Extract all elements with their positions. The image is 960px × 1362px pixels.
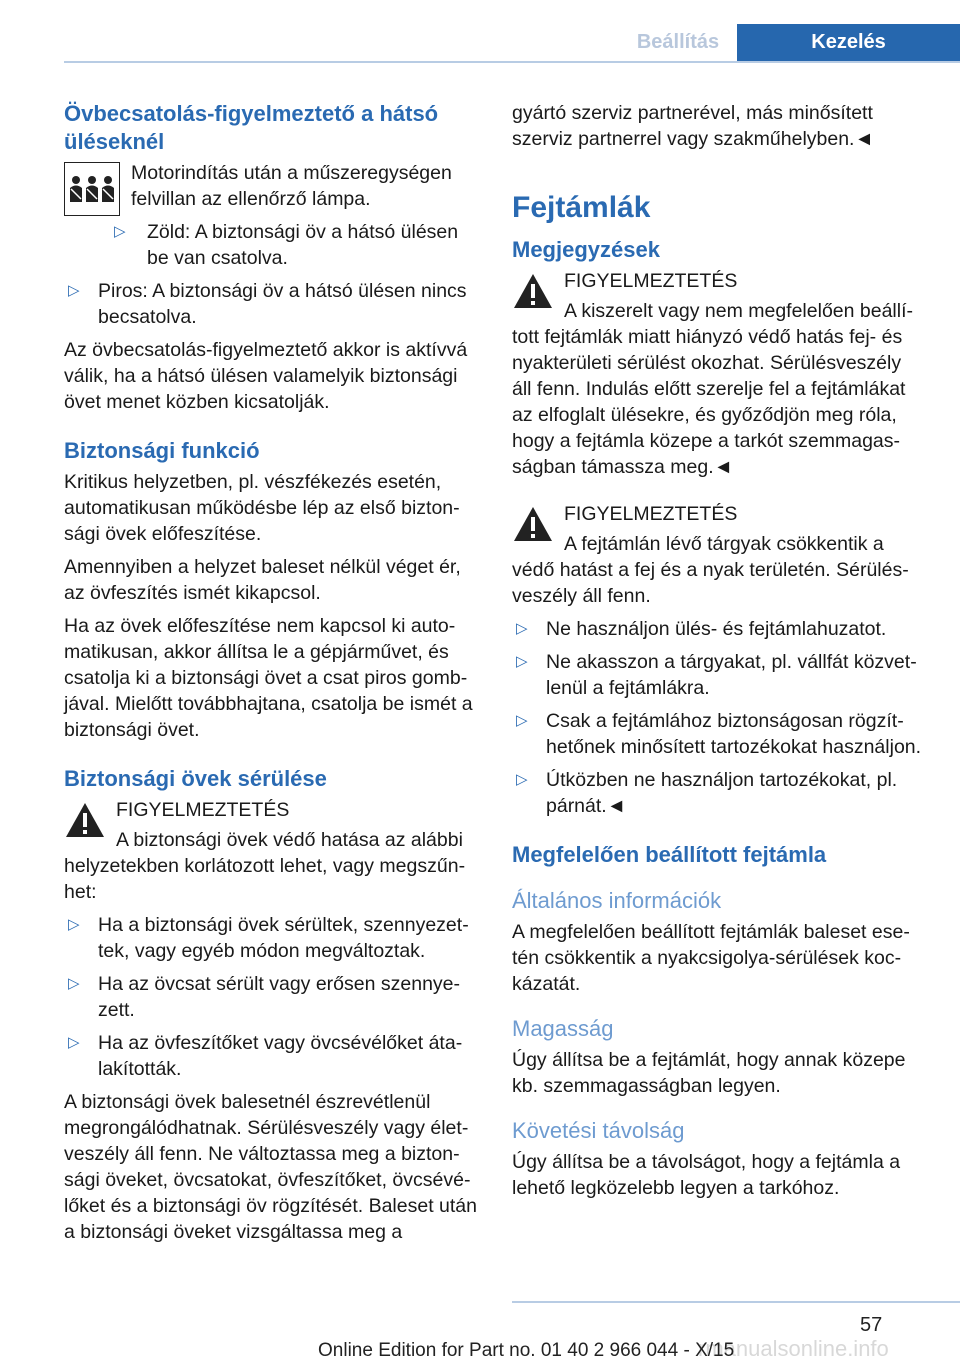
list-item-text: Ne akasszon a tárgyakat, pl. vállfát közvetlenül a fejtámlákra. — [546, 651, 917, 699]
paragraph-auto: Ha az övek előfeszítése nem kapcsol ki automatikusan, akkor állítsa le a gépjárművet, és csatolja ki a biztonsági övet a csat piros gombjával. Mielőtt továbbhajtana, csatolja be ismét a biztonsági övet. — [64, 615, 473, 741]
paragraph-continued: gyártó szerviz partnerével, más minősített szerviz partnerrel vagy szakműhelyben.◄ — [512, 102, 874, 150]
triangle-right-icon: ▷ — [516, 653, 528, 670]
list-item-red — [64, 278, 480, 330]
warning-title: FIGYELMEZTETÉS — [564, 503, 738, 525]
warning-triangle-icon — [64, 801, 106, 844]
warning-triangle-icon — [512, 272, 554, 315]
heading-safety-function: Biztonsági funkció — [64, 438, 260, 463]
belt-indicator-block — [64, 160, 480, 219]
triangle-right-icon: ▷ — [516, 620, 528, 637]
list-item — [512, 708, 922, 760]
warning-text: A kiszerelt vagy nem megfelelően beállított fejtámlák miatt hiányzó védő hatás fej- és nyakterületi sérülést okozhat. Sérülésveszély áll fenn. Indulás előtt szerelje fel a fejtámlákat az elfoglalt ülésekre, és győződjön meg róla, hogy a fejtámla közepe a tarkót szemmagasságban támassza meg.◄ — [512, 300, 914, 478]
heading-distance: Követési távolság — [512, 1118, 685, 1143]
warning-block-1 — [512, 268, 922, 487]
list-item — [512, 649, 922, 701]
list-item-text: Piros: A biztonsági öv a hátsó ülésen nincs becsatolva. — [98, 280, 467, 328]
triangle-right-icon: ▷ — [68, 975, 80, 992]
list-item — [64, 912, 480, 964]
list-item-text: Ha az övfeszítőket vagy övcsévélőket átalakították. — [98, 1032, 463, 1080]
list-item — [512, 616, 922, 642]
paragraph-general: A megfelelően beállított fejtámlák baleset esetén csökkentik a nyakcsigolya-sérülések kockázatát. — [512, 921, 910, 995]
paragraph-active: Az övbecsatolás-figyelmeztető akkor is aktívvá válik, ha a hátsó ülésen valamelyik biztonsági övet menet közben kicsatolják. — [64, 339, 468, 413]
list-item-text: Zöld: A biztonsági öv a hátsó ülésen be van csatolva. — [147, 221, 459, 269]
list-item-text: Ha az övcsat sérült vagy erősen szennyezett. — [98, 973, 461, 1021]
list-item-text: Csak a fejtámlához biztonságosan rögzíthetőnek minősített tartozékokat használjon. — [546, 710, 922, 758]
list-item-text: Ha a biztonsági övek sérültek, szennyezettek, vagy egyéb módon megváltoztak. — [98, 914, 469, 962]
paragraph-unnoticed-damage: A biztonsági övek balesetnél észrevétlenül megrongálódhatnak. Sérülésveszély vagy életveszély áll fenn. Ne változtassa meg a biztonsági öveket, övcsatokat, övfeszítőket, övcsévélőket és a biztonsági öv rögzítését. Baleset után a biztonsági öveket vizsgáltassa meg a — [64, 1091, 477, 1243]
list-item-text: Útközben ne használjon tartozékokat, pl. párnát.◄ — [546, 769, 898, 817]
triangle-right-icon: ▷ — [114, 223, 126, 240]
triangle-right-icon: ▷ — [68, 1034, 80, 1051]
warning-block-2 — [512, 501, 922, 616]
right-column — [512, 100, 922, 1208]
heading-notes: Megjegyzések — [512, 237, 660, 262]
left-column — [64, 100, 480, 1252]
warning-text: A biztonsági övek védő hatása az alábbi helyzetekben korlátozott lehet, vagy megszűnhet: — [64, 829, 466, 903]
header-divider — [64, 61, 960, 63]
warning-block — [64, 797, 480, 912]
heading-adjusted-headrest: Megfelelően beállított fejtámla — [512, 842, 827, 867]
paragraph-if-no-accident: Amennyiben a helyzet baleset nélkül véget ér, az övfeszítés ismét kikapcsol. — [64, 556, 461, 604]
paragraph-critical: Kritikus helyzetben, pl. vészfékezés esetén, automatikusan működésbe lép az első biztonsági övek előfeszítése. — [64, 471, 460, 545]
list-item-text: Ne használjon ülés- és fejtámlahuzatot. — [546, 618, 887, 640]
triangle-right-icon: ▷ — [68, 282, 80, 299]
triangle-right-icon: ▷ — [516, 712, 528, 729]
triangle-right-icon: ▷ — [68, 916, 80, 933]
list-item — [64, 971, 480, 1023]
footer-divider — [512, 1301, 960, 1303]
edition-text: Online Edition for Part no. 01 40 2 966 044 - X/15 — [318, 1340, 735, 1361]
heading-general-info: Általános információk — [512, 888, 722, 913]
list-item — [64, 1030, 480, 1082]
warning-text: A fejtámlán lévő tárgyak csökkentik a védő hatást a fej és a nyak területén. Sérülésveszély áll fenn. — [512, 533, 909, 607]
list-item-green — [64, 219, 480, 271]
paragraph-height: Úgy állítsa be a fejtámlát, hogy annak közepe kb. szemmagasságban legyen. — [512, 1049, 906, 1097]
warning-title: FIGYELMEZTETÉS — [116, 799, 290, 821]
tab-beallitas: Beállítás — [636, 31, 720, 53]
list-item — [512, 767, 922, 819]
page-number: 57 — [860, 1314, 883, 1336]
warning-title: FIGYELMEZTETÉS — [564, 270, 738, 292]
motor-start-text: Motorindítás után a műszeregységen felvillan az ellenőrző lámpa. — [131, 162, 452, 210]
heading-headrests: Fejtámlák — [512, 191, 651, 224]
heading-belt-warning: Övbecsatolás-figyelmeztető a hátsó üléseknél — [64, 101, 439, 154]
watermark: rmanualsonline.info — [698, 1336, 889, 1361]
triangle-right-icon: ▷ — [516, 771, 528, 788]
heading-belt-damage: Biztonsági övek sérülése — [64, 766, 327, 791]
tab-kezeles: Kezelés — [737, 24, 960, 61]
paragraph-distance: Úgy állítsa be a távolságot, hogy a fejtámla a lehető legközelebb legyen a tarkóhoz. — [512, 1151, 901, 1199]
rear-seats-belt-icon — [64, 162, 120, 216]
warning-triangle-icon — [512, 505, 554, 548]
heading-height: Magasság — [512, 1016, 614, 1041]
